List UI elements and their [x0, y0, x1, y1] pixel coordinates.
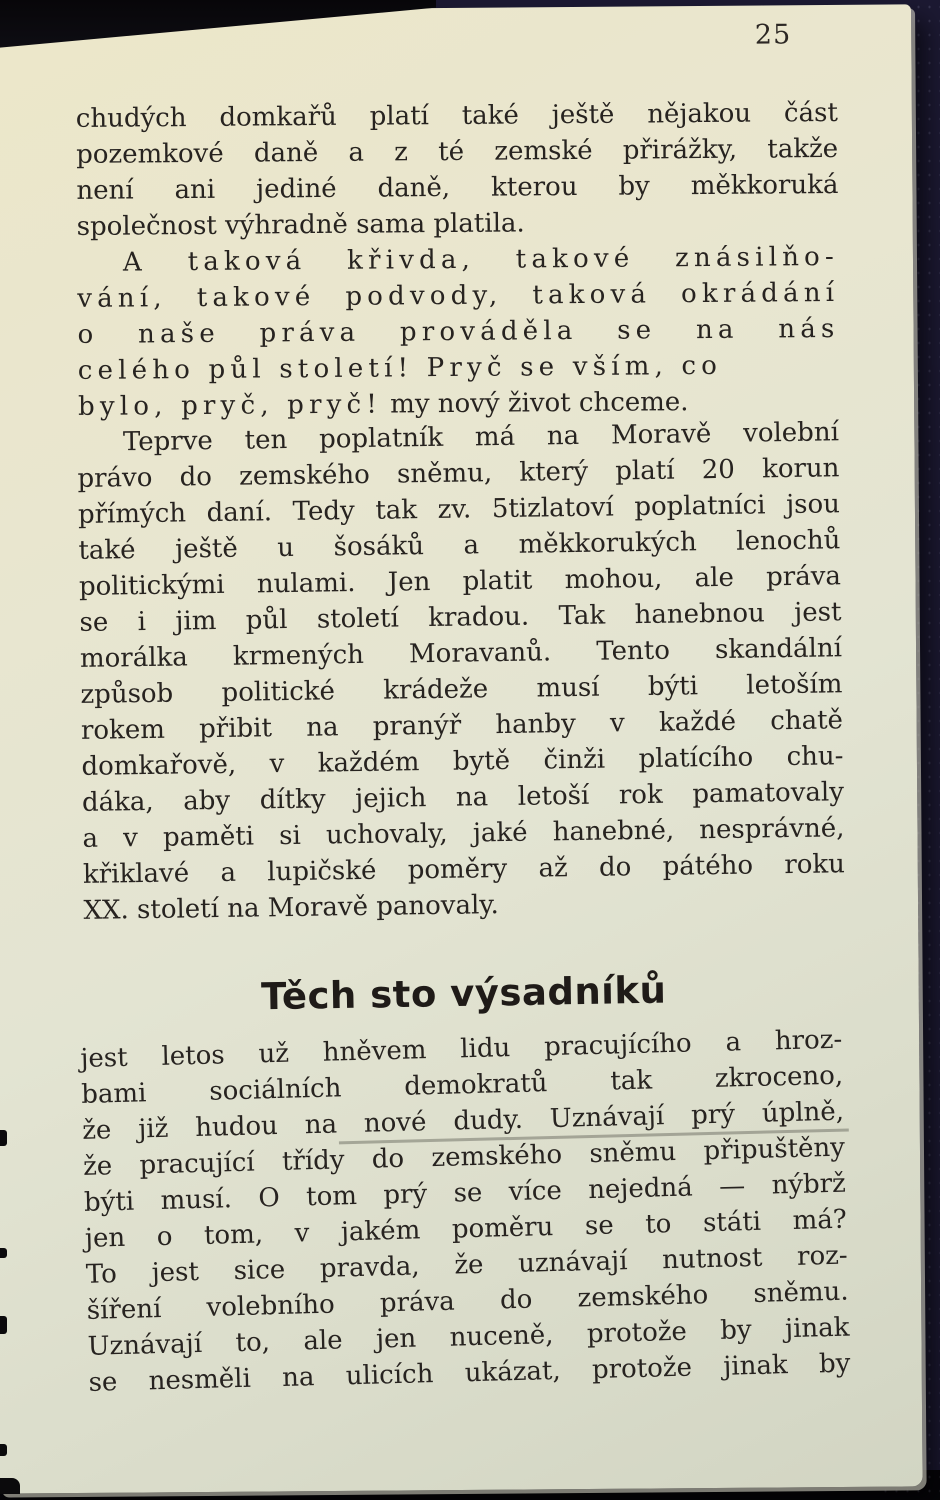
text-line: společnost výhradně sama platila.	[76, 208, 525, 242]
text-line: dáka, aby dítky jejich na letoší rok pamatovaly	[81, 777, 845, 818]
bottom-left-corner-mark	[0, 1478, 20, 1494]
text-line: To jest sice pravda, že uznávají nutnost roz-	[85, 1240, 849, 1290]
page-number: 25	[754, 19, 792, 51]
text-line: o naše práva prováděla se na nás	[77, 313, 840, 350]
text-line: jest letos už hněvem lidu pracujícího a hroz-	[80, 1024, 843, 1074]
text-line: chudých domkařů platí také ještě nějakou část	[75, 97, 838, 134]
text-line: Teprve ten poplatník má na Moravě volební	[122, 417, 840, 458]
section-heading: Těch sto výsadníků	[260, 968, 667, 1019]
binding-mark	[0, 1130, 7, 1146]
text-line: politickými nulami. Jen platit mohou, ale práva	[78, 561, 842, 602]
text-line: a v paměti si uchovaly, jaké hanebné, nesprávné,	[82, 813, 845, 854]
paragraph-protest-emphasized	[77, 239, 840, 425]
text-block	[75, 95, 851, 1401]
text-line: XX. století na Moravě panovaly.	[83, 890, 500, 926]
text-line: právo do zemského sněmu, který platí 20 korun	[77, 453, 840, 494]
paragraph-taxpayer	[77, 414, 846, 929]
text-line: Uznávají to, ale jen nuceně, protože by jinak	[87, 1312, 850, 1362]
text-line: pozemkové daně a z té zemské přirážky, takže	[76, 133, 839, 170]
text-line: morálka krmených Moravanů. Tento skandální	[79, 633, 843, 674]
paragraph-continuation	[76, 95, 839, 245]
normal-span: my nový život chceme.	[381, 387, 689, 420]
binding-mark	[0, 1316, 7, 1334]
text-line: že pracující třídy do zemského sněmu připuštěny	[82, 1132, 846, 1182]
text-line: se nesměli na ulicích ukázat, protože jinak by	[88, 1348, 851, 1398]
text-line: býti musí. O tom prý se více nejedná — nýbrž	[83, 1168, 847, 1218]
text-line: přímých daní. Tedy tak zv. 5tizlatoví poplatníci jsou	[77, 489, 841, 530]
text-line: způsob politické krádeže musí býti letoším	[80, 669, 843, 710]
text-line: šíření volebního práva do zemského sněmu.	[86, 1276, 849, 1326]
text-line: jen o tom, v jakém poměru se to státi má?	[84, 1204, 848, 1254]
text-line: také ještě u šosáků a měkkorukých lenochů	[78, 525, 841, 566]
text-line: vání, takové podvody, taková okrádání	[77, 277, 840, 314]
text-line: není ani jediné daně, kterou by měkkoruká	[76, 169, 839, 206]
book-page	[0, 4, 923, 1493]
text-line: domkařově, v každém bytě činži platícího chu-	[81, 741, 844, 782]
paragraph-privileged	[80, 1022, 851, 1401]
text-line: rokem přibit na pranýř hanby v každé chatě	[80, 705, 844, 746]
text-line: křiklavé a lupičské poměry až do pátého roku	[82, 849, 846, 890]
binding-mark	[0, 1248, 7, 1258]
text-line: bami sociálních demokratů tak zkroceno,	[80, 1060, 844, 1110]
text-line: že již hudou na nové dudy. Uznávají prý úplně,	[81, 1096, 845, 1146]
binding-mark	[0, 1444, 7, 1456]
emphasized-spaced-lines	[77, 239, 840, 389]
emphasized-span: bylo, pryč, pryč!	[78, 389, 383, 422]
text-line: A taková křivda, takové znásilňo-	[122, 241, 840, 278]
text-line: celého půl století! Pryč se vším, co	[77, 350, 723, 386]
text-line: se i jim půl století kradou. Tak hanebnou jest	[79, 597, 842, 638]
